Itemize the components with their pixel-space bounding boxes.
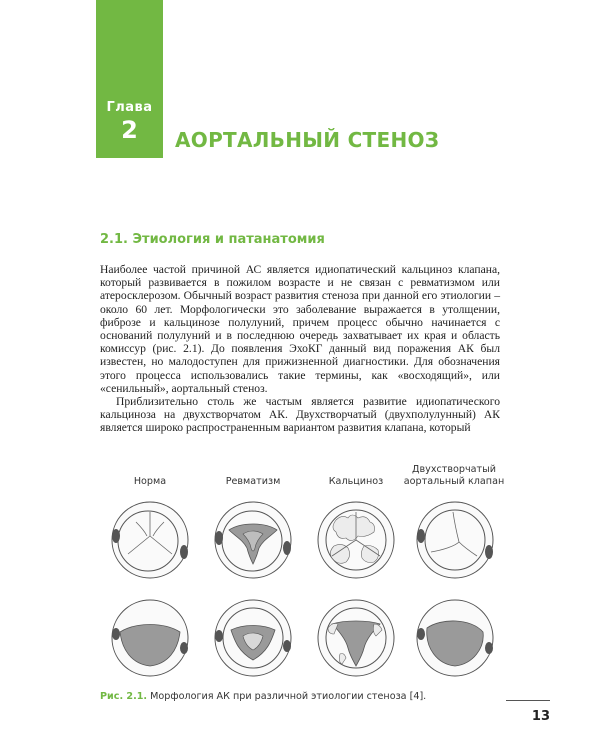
caption-text: Морфология АК при различной этиологии стеноза [4]. <box>147 691 427 702</box>
figure-valve-morphology <box>95 460 515 685</box>
label-bicuspid-line1: Двухстворчатый <box>412 464 496 475</box>
chapter-block <box>96 0 163 158</box>
label-kalcinoz: Кальциноз <box>328 476 384 487</box>
chapter-title: АОРТАЛЬНЫЙ СТЕНОЗ <box>175 128 440 152</box>
valve-norma-top <box>112 502 188 578</box>
valve-revmatizm-open <box>215 600 291 676</box>
figure-caption <box>100 691 426 702</box>
caption-label: Рис. 2.1. <box>100 691 148 702</box>
footer-rule <box>506 700 550 701</box>
label-bicuspid-line2: аортальный клапан <box>403 476 505 487</box>
body-text <box>100 263 500 435</box>
valve-bicuspid-open <box>417 600 493 676</box>
valve-kalcinoz-top <box>318 502 394 578</box>
page-number: 13 <box>531 709 550 724</box>
body-paragraph-2: Приблизительно столь же частым является развитие идиопатического кальциноза на двухстворчатом АК. Двухстворчатый (двухполулунный) АК является широко распространенным вариантом развития клапана, который <box>100 395 500 435</box>
section-heading: 2.1. Этиология и патанатомия <box>100 232 325 247</box>
label-revmatizm: Ревматизм <box>225 476 281 487</box>
valve-drawings <box>95 460 515 685</box>
label-norma: Норма <box>133 476 167 487</box>
valve-bicuspid-top <box>417 502 493 578</box>
body-paragraph-1: Наиболее частой причиной АС является идиопатический кальциноз клапана, который развивается в пожилом возрасте и не связан с ревматизмом или атеросклерозом. Обычный возраст развития стеноза при данной его этиологии – около 60 лет. Морфологически это заболевание выражается в утолщении, фиброзе и кальцинозе полулуний, причем процесс обычно начинается с оснований полулуний и в последнюю очередь захватывает их края и область комиссур (рис. 2.1). До появления ЭхоКГ данный вид поражения АК был известен, но малодоступен для прижизненной диагностики. Для обозначения этого процесса использовались такие термины, как «восходящий», или «сенильный», аортальный стеноз. <box>100 263 500 395</box>
chapter-word: Глава <box>106 100 153 115</box>
valve-norma-open <box>112 600 188 676</box>
chapter-number: 2 <box>121 116 138 144</box>
valve-kalcinoz-open <box>318 600 394 676</box>
valve-revmatizm-top <box>215 502 291 578</box>
